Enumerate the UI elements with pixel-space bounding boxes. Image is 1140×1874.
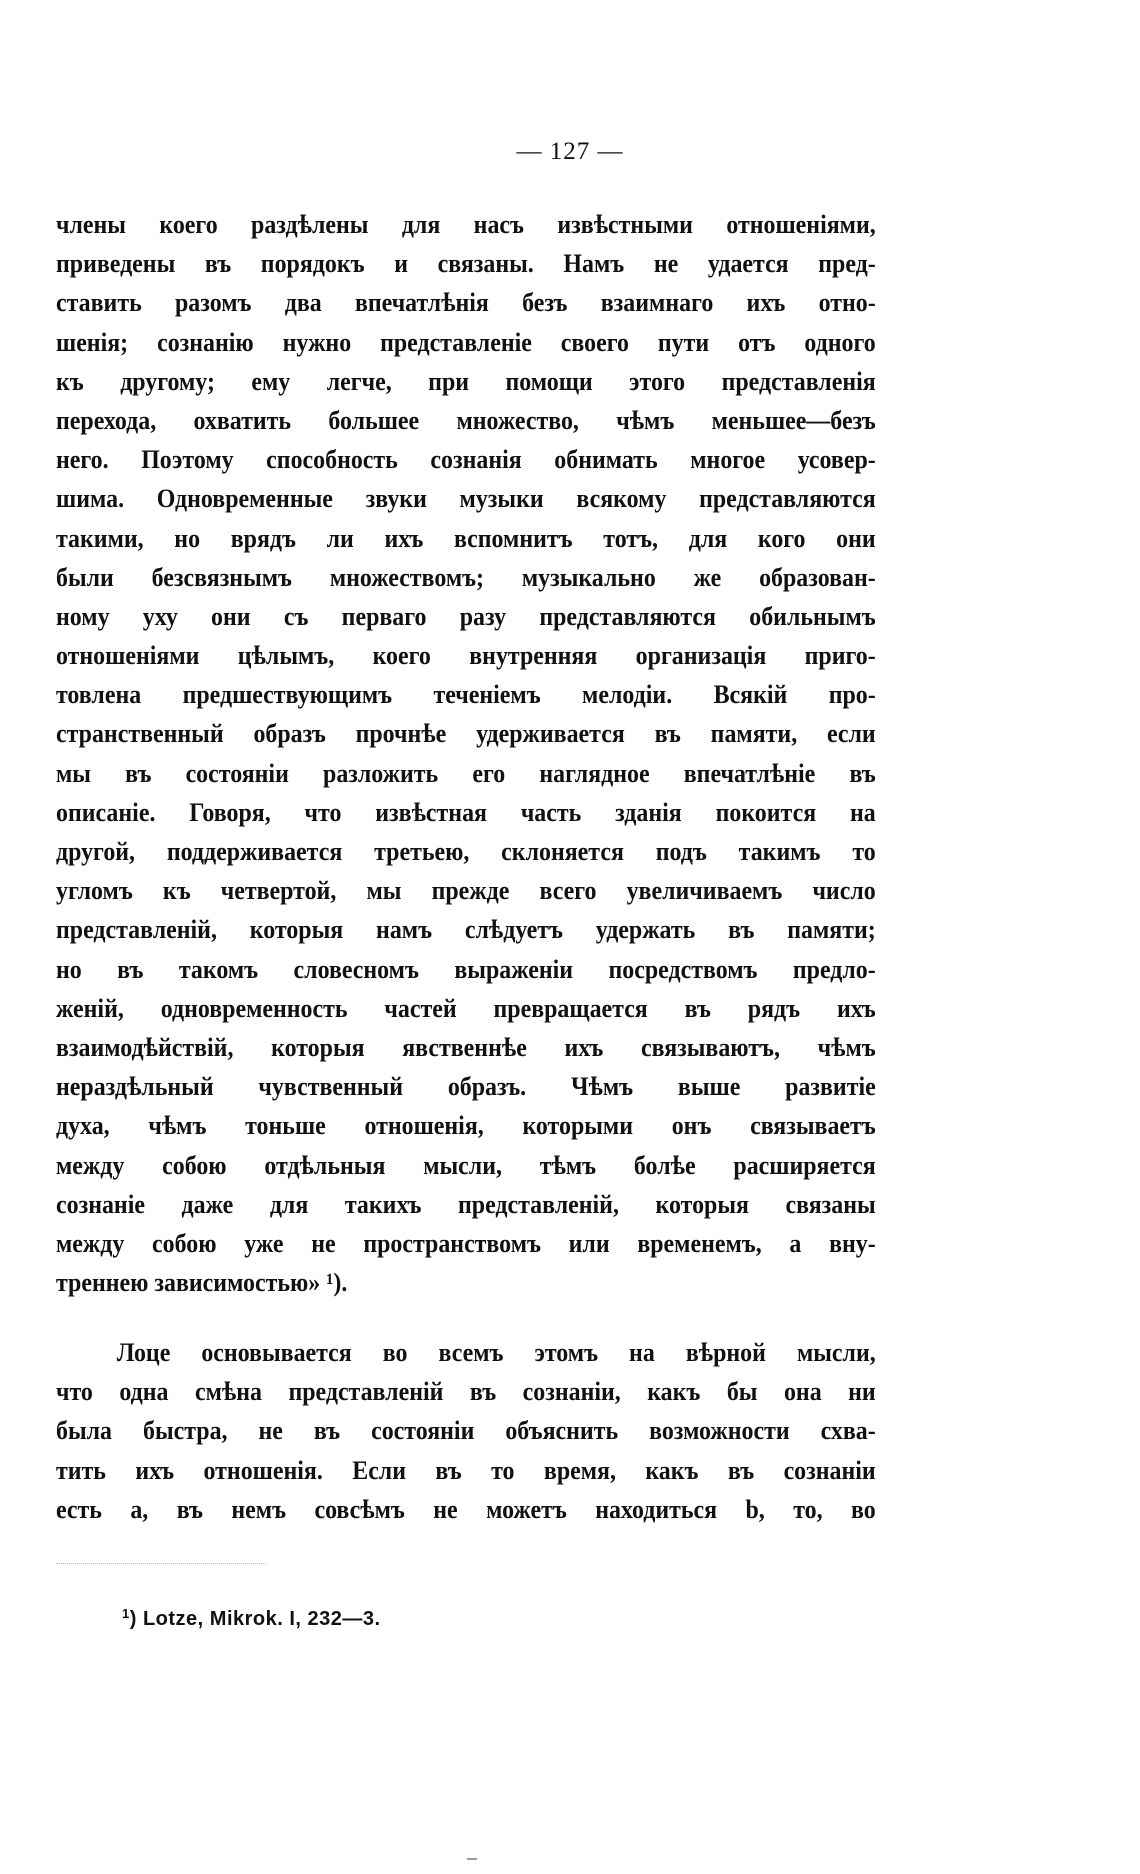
text-line: духа, чѣмъ тоньше отношенія, которыми онъ связываетъ xyxy=(56,1111,876,1141)
footnote-text: ) Lotze, Mikrok. I, 232—3. xyxy=(129,1608,381,1630)
text-line: члены коего раздѣлены для насъ извѣстными отношеніями, xyxy=(56,210,876,239)
text-line: перехода, охватить большее множество, чѣмъ меньшее—безъ xyxy=(56,405,876,435)
footnote-marker: 1 xyxy=(122,1606,130,1621)
text-line: взаимодѣйствій, которыя явственнѣе ихъ связываютъ, чѣмъ xyxy=(56,1032,876,1062)
text-line: между собою отдѣльныя мысли, тѣмъ болѣе расширяется xyxy=(56,1150,876,1180)
text-line: странственный образъ прочнѣе удерживается въ памяти, если xyxy=(56,719,876,749)
text-line: описаніе. Говоря, что извѣстная часть зданія покоится на xyxy=(56,797,876,827)
scan-mark xyxy=(467,1858,477,1860)
text-line: тить ихъ отношенія. Если въ то время, какъ въ сознаніи xyxy=(56,1455,876,1485)
text-line: что одна смѣна представленій въ сознаніи, какъ бы она ни xyxy=(56,1377,876,1407)
paragraph-2 xyxy=(56,1333,876,1529)
footnote-separator xyxy=(56,1563,266,1564)
text-line: сознаніе даже для такихъ представленій, которыя связаны xyxy=(56,1189,876,1219)
text-line: мы въ состояніи разложить его наглядное впечатлѣніе въ xyxy=(56,758,876,788)
text-line: ставить разомъ два впечатлѣнія безъ взаимнаго ихъ отно- xyxy=(56,288,876,318)
text-line: представленій, которыя намъ слѣдуетъ удержать въ памяти; xyxy=(56,915,876,945)
text-line: угломъ къ четвертой, мы прежде всего увеличиваемъ число xyxy=(56,876,876,906)
text-line: отношеніями цѣлымъ, коего внутренняя организація приго- xyxy=(56,641,876,671)
text-line: есть a, въ немъ совсѣмъ не можетъ находиться b, то, во xyxy=(56,1494,876,1524)
text-line: приведены въ порядокъ и связаны. Намъ не удается пред- xyxy=(56,249,876,279)
text-line: треннею зависимостью» ¹). xyxy=(56,1268,348,1298)
text-line: были безсвязнымъ множествомъ; музыкально же образован- xyxy=(56,562,876,592)
text-line: Лоце основывается во всемъ этомъ на вѣрной мысли, xyxy=(116,1338,876,1367)
paragraph-1 xyxy=(56,205,876,1302)
text-line: другой, поддерживается третьею, склоняется подъ такимъ то xyxy=(56,837,876,866)
text-line: была быстра, не въ состояніи объяснить возможности схва- xyxy=(56,1416,876,1446)
page-number: — 127 — xyxy=(516,138,624,165)
text-line: женій, одновременность частей превращается въ рядъ ихъ xyxy=(56,993,876,1023)
text-line: нераздѣльный чувственный образъ. Чѣмъ выше развитіе xyxy=(56,1072,876,1102)
text-line: такими, но врядъ ли ихъ вспомнитъ тотъ, для кого они xyxy=(56,523,876,553)
text-line: къ другому; ему легче, при помощи этого представленія xyxy=(56,366,876,396)
text-line: ному уху они съ перваго разу представляются обильнымъ xyxy=(56,601,876,631)
text-line: шима. Одновременные звуки музыки всякому представляются xyxy=(56,484,876,514)
text-line: него. Поэтому способность сознанія обнимать многое усовер- xyxy=(56,445,876,475)
footnote xyxy=(122,1606,381,1631)
text-line: товлена предшествующимъ теченіемъ мелодіи. Всякій про- xyxy=(56,680,876,710)
text-line: между собою уже не пространствомъ или временемъ, а вну- xyxy=(56,1228,876,1258)
text-line: но въ такомъ словесномъ выраженіи посредствомъ предло- xyxy=(56,954,876,984)
text-line: шенія; сознанію нужно представленіе своего пути отъ одного xyxy=(56,327,876,357)
